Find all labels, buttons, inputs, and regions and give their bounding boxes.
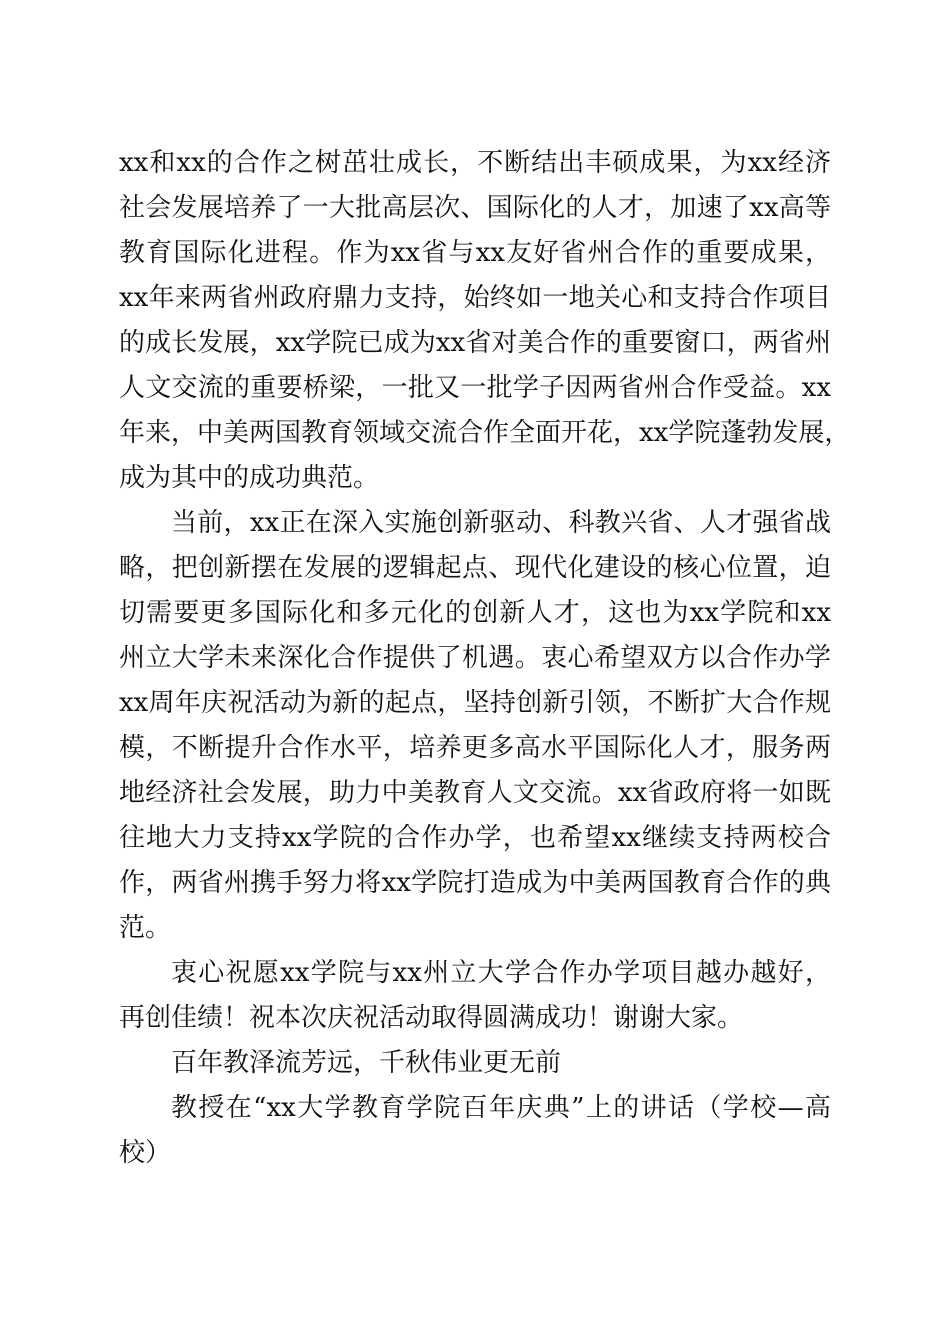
paragraph (119, 141, 851, 501)
text-line: 百年教泽流芳远，千秋伟业更无前 (171, 1048, 562, 1078)
text-line: 衷心祝愿xx学院与xx州立大学合作办学项目越办越好， (171, 958, 831, 988)
text-line: 人文交流的重要桥梁，一批又一批学子因两省州合作受益。xx (119, 373, 831, 403)
text-line: 地经济社会发展，助力中美教育人文交流。xx省政府将一如既 (119, 778, 831, 808)
text-line: xx周年庆祝活动为新的起点，坚持创新引领，不断扩大合作规 (119, 688, 831, 718)
text-line: 教育国际化进程。作为xx省与xx友好省州合作的重要成果， (119, 238, 831, 268)
document-body (119, 141, 851, 1176)
text-line: 往地大力支持xx学院的合作办学，也希望xx继续支持两校合 (119, 823, 831, 853)
text-line: 州立大学未来深化合作提供了机遇。衷心希望双方以合作办学 (119, 643, 831, 673)
text-line: 作，两省州携手努力将xx学院打造成为中美两国教育合作的典 (119, 868, 831, 898)
text-line: 校） (119, 1138, 172, 1168)
text-line: xx和xx的合作之树茁壮成长，不断结出丰硕成果，为xx经济 (119, 148, 831, 178)
text-line: 的成长发展，xx学院已成为xx省对美合作的重要窗口，两省州 (119, 328, 831, 358)
text-line: xx年来两省州政府鼎力支持，始终如一地关心和支持合作项目 (119, 283, 831, 313)
text-line: 社会发展培养了一大批高层次、国际化的人才，加速了xx高等 (119, 193, 831, 223)
paragraph (119, 1086, 831, 1176)
text-line: 范。 (119, 913, 172, 943)
paragraph (119, 951, 831, 1041)
text-line: 切需要更多国际化和多元化的创新人才，这也为xx学院和xx (119, 598, 831, 628)
text-line: 模，不断提升合作水平，培养更多高水平国际化人才，服务两 (119, 733, 831, 763)
text-line: 年来，中美两国教育领域交流合作全面开花，xx学院蓬勃发展， (119, 418, 851, 448)
text-line: 教授在“xx大学教育学院百年庆典”上的讲话（学校—高 (171, 1093, 831, 1123)
paragraph (119, 501, 831, 951)
text-line: 再创佳绩！祝本次庆祝活动取得圆满成功！谢谢大家。 (119, 1003, 744, 1033)
paragraph (119, 1041, 831, 1086)
text-line: 略，把创新摆在发展的逻辑起点、现代化建设的核心位置，迫 (119, 553, 831, 583)
text-line: 当前，xx正在深入实施创新驱动、科教兴省、人才强省战 (171, 508, 831, 538)
text-line: 成为其中的成功典范。 (119, 463, 380, 493)
